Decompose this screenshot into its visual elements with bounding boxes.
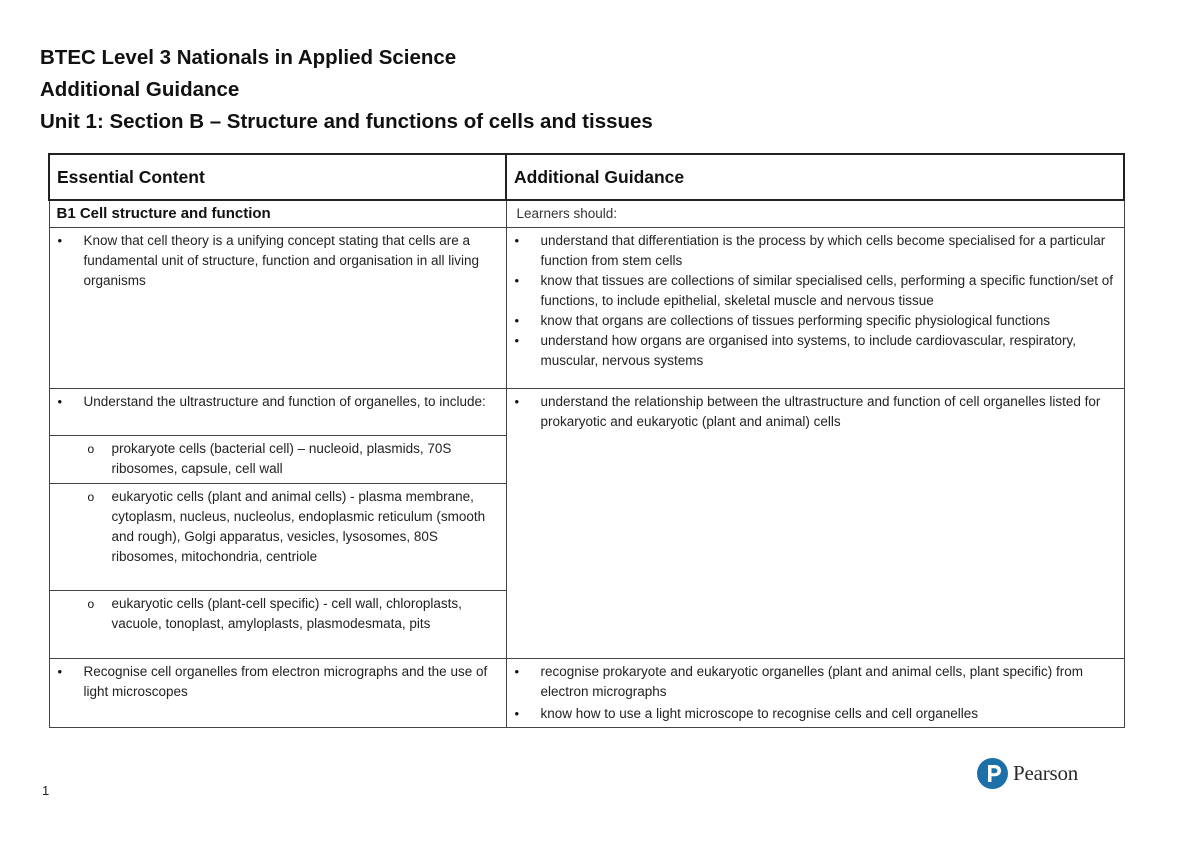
essential-content-header: Essential Content [49, 154, 506, 200]
content-cell [49, 659, 506, 728]
section-name: B1 Cell structure and function [49, 200, 506, 228]
bullet-icon: • [514, 313, 520, 328]
list-item: • Understand the ultrastructure and function of organelles, to include: [50, 392, 506, 412]
table-row [49, 389, 1124, 436]
guidance-cell [506, 228, 1124, 389]
document-subtitle: Additional Guidance [40, 78, 240, 101]
bullet-icon: • [514, 233, 520, 248]
guidance-cell [506, 659, 1124, 728]
document-title: BTEC Level 3 Nationals in Applied Science [40, 46, 457, 69]
additional-guidance-header: Additional Guidance [506, 154, 1124, 200]
page-number: 1 [42, 783, 50, 798]
list-item: • know that tissues are collections of similar specialised cells, performing a specific function/set of functions, to include epithelial, skeletal muscle and nervous tissue [514, 273, 1114, 308]
bullet-icon: • [514, 394, 520, 409]
bullet-icon: • [57, 394, 63, 409]
table-header-row [49, 154, 1124, 200]
bullet-icon: • [57, 233, 63, 248]
sub-bullet-icon: o [87, 442, 95, 456]
list-item: • Know that cell theory is a unifying concept stating that cells are a fundamental unit of structure, function and organisation in all living organisms [57, 233, 479, 288]
bullet-icon: • [514, 273, 520, 288]
guidance-cell [506, 389, 1124, 659]
bullet-icon: • [514, 706, 520, 721]
section-row [49, 200, 1124, 228]
list-item: • understand how organs are organised into systems, to include cardiovascular, respiratory, muscular, nervous systems [514, 333, 1077, 368]
list-item: • understand that differentiation is the process by which cells become specialised for a particular function from stem cells [514, 233, 1106, 268]
bullet-icon: • [514, 333, 520, 348]
list-item: • recognise prokaryote and eukaryotic organelles (plant and animal cells, plant specific) from electron micrographs [514, 664, 1084, 699]
content-cell [49, 389, 506, 436]
pearson-wordmark: Pearson [1013, 761, 1079, 785]
list-item: • understand the relationship between the ultrastructure and function of cell organelles listed for prokaryotic and eukaryotic (plant and animal) cells [514, 394, 1101, 429]
list-item: o eukaryotic cells (plant-cell specific) - cell wall, chloroplasts, vacuole, tonoplast, amyloplasts, plasmodesmata, pits [87, 596, 462, 631]
list-item: • Recognise cell organelles from electron micrographs and the use of light microscopes [57, 664, 488, 699]
list-item: • know how to use a light microscope to recognise cells and cell organelles [507, 704, 1124, 724]
list-item: o prokaryote cells (bacterial cell) – nucleoid, plasmids, 70S ribosomes, capsule, cell wall [87, 441, 452, 476]
table-row [49, 228, 1124, 389]
sub-bullet-icon: o [87, 490, 95, 504]
content-cell [49, 484, 506, 591]
content-cell [49, 228, 506, 389]
document-header [40, 42, 653, 138]
table-row [49, 659, 1124, 728]
pearson-logo [977, 758, 1078, 789]
list-item: o eukaryotic cells (plant and animal cells) - plasma membrane, cytoplasm, nucleus, nucleolus, endoplasmic reticulum (smooth and rough), Golgi apparatus, vesicles, lysosomes, 80S ribosomes, mitochondria, centriole [87, 489, 486, 564]
bullet-icon: • [57, 664, 63, 679]
content-cell [49, 591, 506, 659]
pearson-p-icon [977, 758, 1008, 789]
sub-bullet-icon: o [87, 597, 95, 611]
content-cell [49, 436, 506, 484]
guidance-table [48, 153, 1125, 728]
unit-title: Unit 1: Section B – Structure and functions of cells and tissues [40, 110, 653, 133]
bullet-icon: • [514, 664, 520, 679]
section-guidance: Learners should: [506, 200, 1124, 228]
list-item: • know that organs are collections of tissues performing specific physiological functions [507, 311, 1124, 331]
